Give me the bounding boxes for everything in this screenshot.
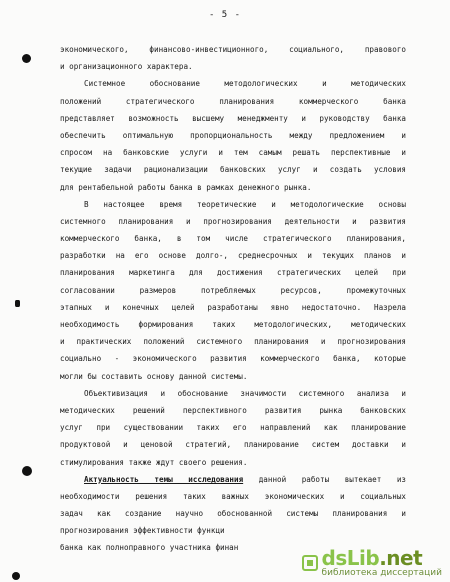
text-line: экономического, финансово-инвестиционного, социального, правового bbox=[60, 45, 406, 54]
binding-hole-mark bbox=[22, 54, 31, 63]
text-line bbox=[60, 471, 406, 488]
text-line: банка как полноправного участника финан bbox=[60, 543, 239, 553]
text-line: могли бы составить основу данной системы. bbox=[60, 371, 248, 381]
text-line: и организационного характера. bbox=[60, 62, 193, 72]
text-line: задач как создание научно обоснованной системы планирования и bbox=[60, 509, 406, 519]
scan-speck-mark bbox=[15, 300, 20, 307]
page-number: - 5 - bbox=[208, 10, 242, 20]
dslib-watermark bbox=[302, 548, 442, 578]
text-line: социально - экономического развития коммерческого банка, которые bbox=[60, 354, 406, 364]
text-fragment: данной работы вытекает из bbox=[243, 474, 407, 484]
text-line: и практических положений системного планирования и прогнозирования bbox=[60, 337, 406, 347]
text-line: методических решений перспективного развития рынка банковских bbox=[60, 405, 406, 415]
dslib-logo-icon bbox=[302, 555, 318, 571]
text-line: коммерческого банка, в том числе стратегического планирования, bbox=[60, 234, 406, 244]
binding-hole-mark bbox=[12, 572, 20, 580]
text-line: этапных и конечных целей разработаны явно недостаточно. Назрела bbox=[60, 302, 406, 312]
dslib-logo: dsLib.net bbox=[321, 546, 423, 570]
text-line: необходимость формирования таких методологических, методических bbox=[60, 320, 406, 329]
text-line: В настоящее время теоретические и методологические основы bbox=[84, 199, 406, 209]
text-line: обеспечить оптимальную пропорциональность между предложением и bbox=[60, 130, 406, 140]
dslib-subtitle: библиотека диссертаций bbox=[321, 568, 442, 578]
text-line: продуктовой и ценовой стратегий, планирование систем доставки и bbox=[60, 440, 406, 450]
text-line: системного планирования и прогнозирования деятельности и развития bbox=[60, 216, 406, 226]
text-line: положений стратегического планирования коммерческого банка bbox=[60, 96, 406, 106]
text-line: планирования маркетинга для достижения стратегических целей при bbox=[60, 268, 406, 278]
text-line: Системное обоснование методологических и методических bbox=[84, 79, 406, 89]
text-line: услуг при существовании таких его направлений как планирование bbox=[60, 423, 406, 433]
text-line: стимулирования также ждут своего решения. bbox=[60, 457, 248, 467]
text-line: согласовании размеров потребляемых ресурсов, промежуточных bbox=[60, 285, 406, 295]
relevance-heading: Актуальность темы исследования bbox=[84, 474, 244, 484]
binding-hole-mark bbox=[22, 466, 32, 476]
text-line: текущие задачи рационализации банковских услуг и создать условия bbox=[60, 165, 406, 175]
text-line: разработки на его основе долго-, среднесрочных и текущих планов и bbox=[60, 251, 406, 261]
document-body bbox=[60, 41, 406, 557]
text-line: Объективизация и обоснование значимости системного анализа и bbox=[84, 388, 406, 398]
text-line: представляет возможность высшему менеджменту и руководству банка bbox=[60, 113, 406, 123]
text-line: для рентабельной работы банка в рамках денежного рынка. bbox=[60, 182, 312, 192]
text-line: необходимости решения таких важных экономических и социальных bbox=[60, 491, 406, 501]
text-line: спросом на банковские услуги и тем самым решать перспективные и bbox=[60, 148, 406, 158]
text-line: прогнозирования эффективности функци bbox=[60, 526, 225, 536]
